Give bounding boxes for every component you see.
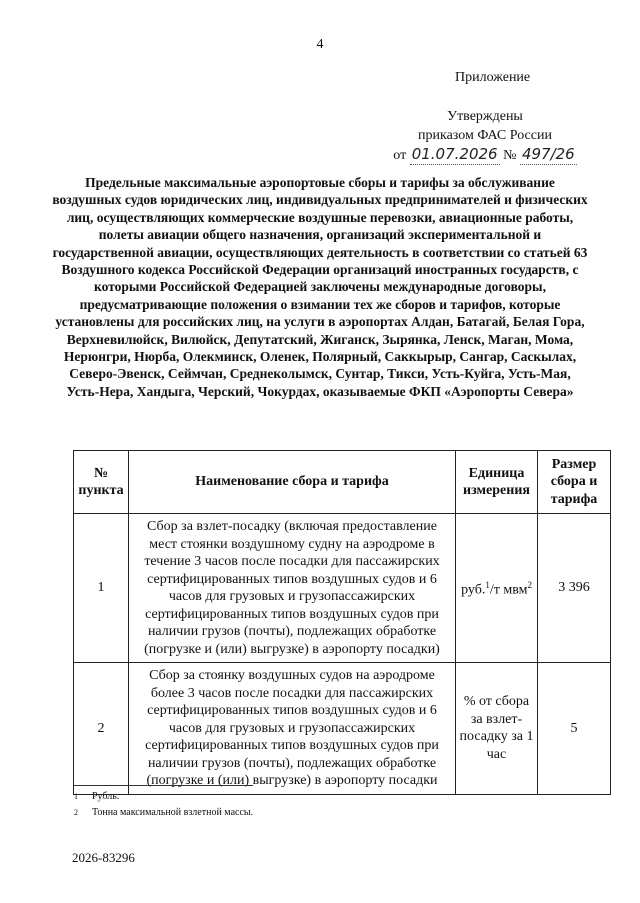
footnote-text: Рубль. bbox=[92, 791, 120, 802]
footnote bbox=[74, 805, 253, 821]
row-name: Сбор за стоянку воздушных судов на аэродроме более 3 часов после посадки для пассажирских сертифицированных типов воздушных судов и 6 часов для грузовых и грузопассажирских сертифицированных типов воздушных судов при наличии грузов (почты), подлежащих обработке (погрузке и (или) выгрузке) в аэропорту посадки bbox=[129, 663, 456, 795]
row-amount: 5 bbox=[538, 663, 611, 795]
order-date: 01.07.2026 bbox=[411, 145, 498, 163]
table-header-row bbox=[74, 451, 611, 514]
footnote bbox=[74, 789, 253, 805]
document-title: Предельные максимальные аэропортовые сборы и тарифы за обслуживание воздушных судов юридических лиц, индивидуальных предпринимателей и физических лиц, осуществляющих коммерческие воздушные перевозки, авиационные работы, полеты авиации общего назначения, организаций экспериментальной и государственной авиации, осуществляющих деятельность в соответствии со статьей 63 Воздушного кодекса Российской Федерации организаций иностранных государств, с которыми Российской Федерацией заключены международные договоры, предусматривающие положения о взимании тех же сборов и тарифов, которые установлены для российских лиц, на услуги в аэропортах Алдан, Батагай, Белая Гора, Верхневилюйск, Вилюйск, Депутатский, Жиганск, Зырянка, Ленск, Маган, Мома, Нерюнгри, Нюрба, Олекминск, Оленек, Полярный, Саккырыр, Сангар, Саскылах, Северо-Эвенск, Сеймчан, Среднеколымск, Сунтар, Тикси, Усть-Куйга, Усть-Мая, Усть-Нера, Хандыга, Черский, Чокурдах, оказываемые ФКП «Аэропорты Севера» bbox=[52, 175, 588, 399]
order-number: 497/26 bbox=[521, 145, 575, 163]
header-number: № пункта bbox=[74, 451, 129, 514]
header-name: Наименование сбора и тарифа bbox=[129, 451, 456, 514]
unit-footnote-mark-1: 1 bbox=[485, 579, 490, 590]
unit-main: руб. bbox=[461, 582, 486, 598]
approval-block bbox=[390, 107, 580, 165]
table-row bbox=[74, 514, 611, 663]
fees-table bbox=[73, 450, 611, 795]
document-code: 2026-83296 bbox=[72, 850, 135, 865]
row-number: 1 bbox=[74, 514, 129, 663]
footnote-mark: 2 bbox=[74, 808, 78, 817]
row-name: Сбор за взлет-посадку (включая предоставление мест стоянки воздушному судну на аэродроме в течение 3 часов после посадки для пассажирских сертифицированных типов воздушных судов и 6 часов для грузовых и грузопассажирских сертифицированных типов воздушных судов при наличии грузов (почты), подлежащих обработке (погрузке и (или) выгрузке) в аэропорту посадки) bbox=[129, 514, 456, 663]
row-unit bbox=[456, 514, 538, 663]
footnote-text: Тонна максимальной взлетной массы. bbox=[92, 807, 254, 818]
appendix-label: Приложение bbox=[455, 70, 531, 85]
row-unit: % от сбора за взлет-посадку за 1 час bbox=[456, 663, 538, 795]
row-number: 2 bbox=[74, 663, 129, 795]
unit-footnote-mark-2: 2 bbox=[527, 579, 532, 590]
row-amount: 3 396 bbox=[538, 514, 611, 663]
table-row bbox=[74, 663, 611, 795]
header-amount: Размер сбора и тарифа bbox=[538, 451, 611, 514]
unit-mid: /т мвм bbox=[489, 582, 528, 598]
approved-label: Утверждены bbox=[447, 109, 523, 124]
header-unit: Единица измерения bbox=[456, 451, 538, 514]
order-date-line bbox=[390, 145, 580, 165]
page-number: 4 bbox=[316, 37, 324, 52]
number-prefix: № bbox=[503, 148, 517, 163]
from-prefix: от bbox=[393, 148, 407, 163]
order-label: приказом ФАС России bbox=[418, 128, 552, 143]
footnotes bbox=[74, 789, 253, 821]
footnote-mark: 1 bbox=[74, 792, 78, 801]
footnote-divider bbox=[73, 785, 253, 786]
